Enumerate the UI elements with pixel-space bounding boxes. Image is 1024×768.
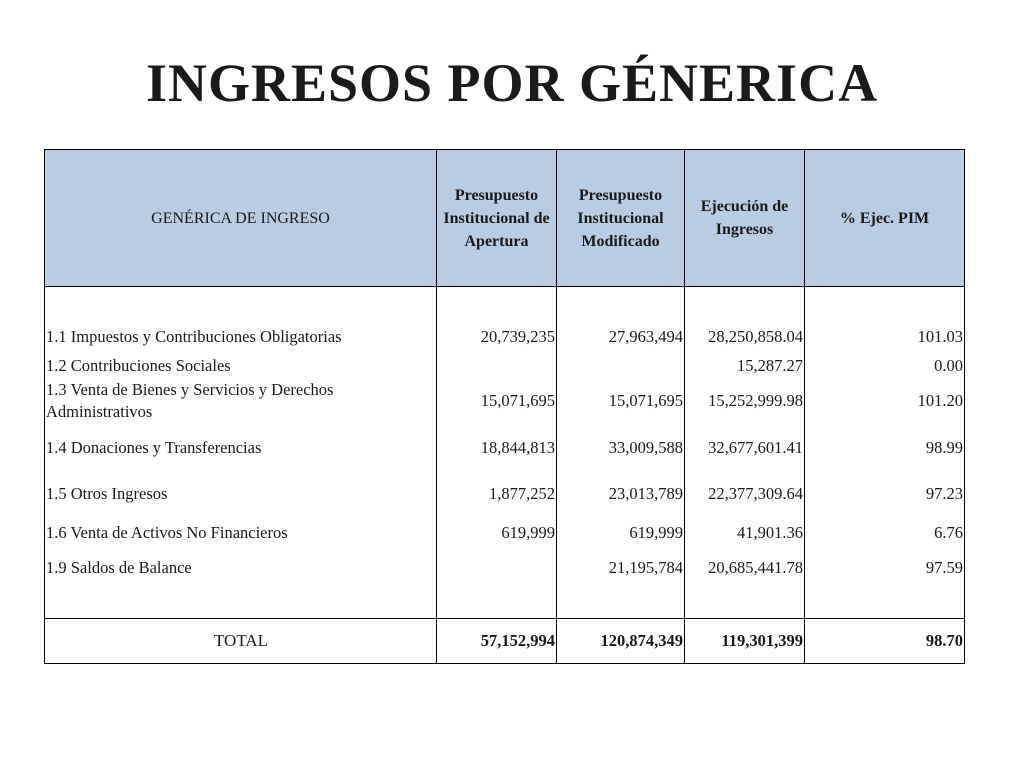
header-ejecucion: Ejecución de Ingresos <box>685 150 805 287</box>
row-ejec: 28,250,858.04 <box>685 319 805 354</box>
table-row <box>45 472 965 516</box>
row-label: 1.5 Otros Ingresos <box>45 472 437 516</box>
row-pia: 15,071,695 <box>437 378 557 424</box>
row-pct: 97.59 <box>805 550 965 586</box>
row-pim: 619,999 <box>557 516 685 550</box>
table-row <box>45 354 965 378</box>
table-spacer-row <box>45 287 965 320</box>
row-ejec: 20,685,441.78 <box>685 550 805 586</box>
row-ejec: 41,901.36 <box>685 516 805 550</box>
row-pct: 98.99 <box>805 424 965 472</box>
row-ejec: 32,677,601.41 <box>685 424 805 472</box>
table-total-row <box>45 619 965 664</box>
row-pia <box>437 354 557 378</box>
row-label: 1.3 Venta de Bienes y Servicios y Derechos Administrativos <box>45 378 437 424</box>
row-pim <box>557 354 685 378</box>
row-pia: 18,844,813 <box>437 424 557 472</box>
row-label: 1.9 Saldos de Balance <box>45 550 437 586</box>
table-row <box>45 550 965 586</box>
table-row <box>45 424 965 472</box>
total-pia: 57,152,994 <box>437 619 557 664</box>
row-label: 1.6 Venta de Activos No Financieros <box>45 516 437 550</box>
row-pct: 97.23 <box>805 472 965 516</box>
header-pia: Presupuesto Institucional de Apertura <box>437 150 557 287</box>
row-pim: 33,009,588 <box>557 424 685 472</box>
total-label: TOTAL <box>45 619 437 664</box>
total-pct: 98.70 <box>805 619 965 664</box>
header-pim: Presupuesto Institucional Modificado <box>557 150 685 287</box>
row-pia: 1,877,252 <box>437 472 557 516</box>
header-pct-ejec: % Ejec. PIM <box>805 150 965 287</box>
header-generica: GENÉRICA DE INGRESO <box>45 150 437 287</box>
table-row <box>45 516 965 550</box>
row-pct: 101.03 <box>805 319 965 354</box>
income-table-container <box>44 149 965 664</box>
row-pct: 6.76 <box>805 516 965 550</box>
row-pia <box>437 550 557 586</box>
page-title: INGRESOS POR GÉNERICA <box>145 53 879 113</box>
row-ejec: 15,252,999.98 <box>685 378 805 424</box>
row-pia: 20,739,235 <box>437 319 557 354</box>
row-label: 1.1 Impuestos y Contribuciones Obligatorias <box>45 319 437 354</box>
row-ejec: 15,287.27 <box>685 354 805 378</box>
row-pim: 15,071,695 <box>557 378 685 424</box>
row-ejec: 22,377,309.64 <box>685 472 805 516</box>
row-pia: 619,999 <box>437 516 557 550</box>
row-label: 1.2 Contribuciones Sociales <box>45 354 437 378</box>
table-header-row <box>45 150 965 287</box>
total-ejec: 119,301,399 <box>685 619 805 664</box>
table-row <box>45 319 965 354</box>
row-pct: 0.00 <box>805 354 965 378</box>
total-pim: 120,874,349 <box>557 619 685 664</box>
table-row <box>45 378 965 424</box>
income-table <box>44 149 965 664</box>
row-label: 1.4 Donaciones y Transferencias <box>45 424 437 472</box>
row-pim: 27,963,494 <box>557 319 685 354</box>
row-pct: 101.20 <box>805 378 965 424</box>
row-pim: 23,013,789 <box>557 472 685 516</box>
table-spacer-row <box>45 586 965 619</box>
row-pim: 21,195,784 <box>557 550 685 586</box>
